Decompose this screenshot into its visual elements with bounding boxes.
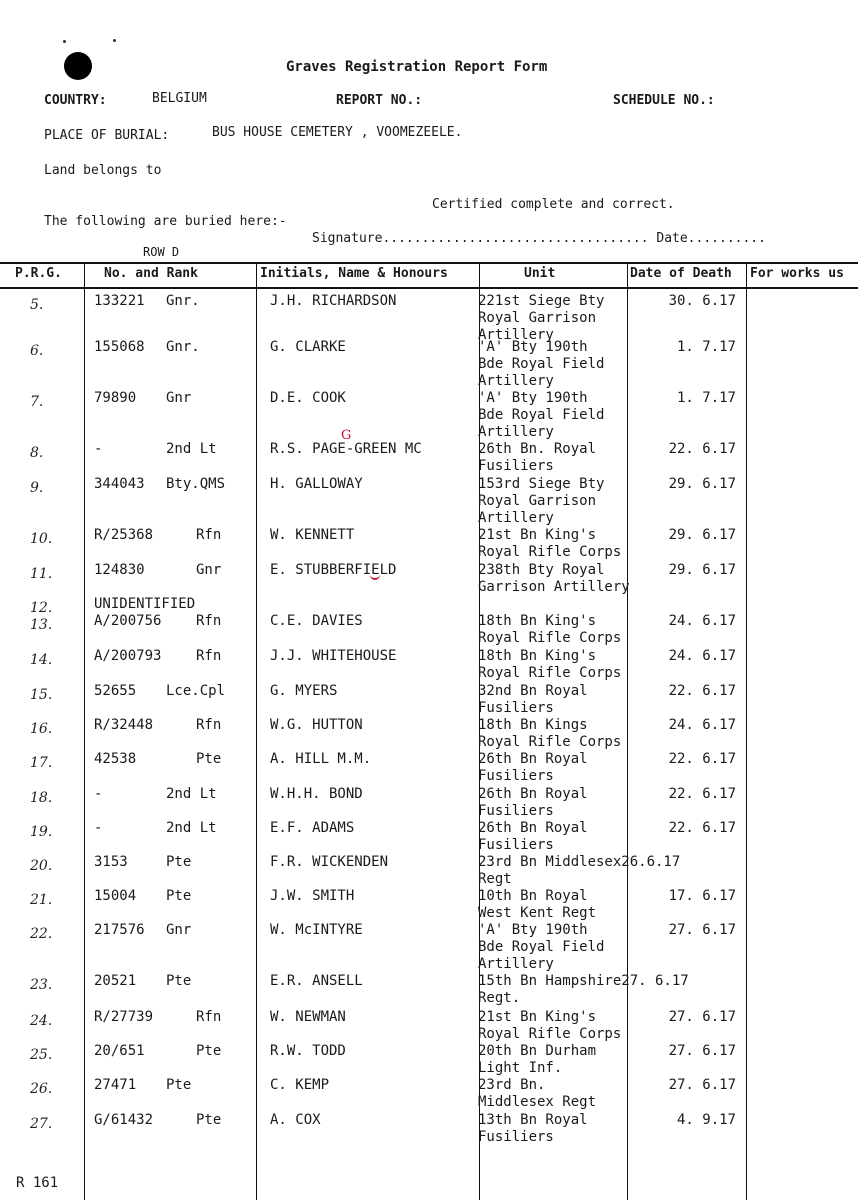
date-of-death: 1. 7.17: [676, 390, 736, 406]
header-unit: Unit: [524, 266, 556, 281]
unit-line: Royal Rifle Corps: [478, 734, 622, 750]
unit-line: 238th Bty Royal: [478, 562, 605, 578]
name-honours: F.R. WICKENDEN: [270, 854, 389, 870]
header-date: Date of Death: [630, 266, 732, 281]
unit-line: 26th Bn Royal: [478, 786, 588, 802]
unit-line: 32nd Bn Royal: [478, 683, 588, 699]
service-number: 27471: [94, 1077, 137, 1093]
unit-line: Royal Garrison: [478, 493, 597, 509]
name-honours: E.R. ANSELL: [270, 973, 363, 989]
table-top-rule: [0, 262, 858, 264]
name-honours: E.F. ADAMS: [270, 820, 355, 836]
prg-number: 14.: [30, 652, 53, 668]
header-works: For works us: [750, 266, 844, 281]
unit-line: 'A' Bty 190th: [478, 922, 588, 938]
date-of-death: 24. 6.17: [668, 717, 736, 733]
name-honours: J.J. WHITEHOUSE: [270, 648, 397, 664]
unit-line: 221st Siege Bty: [478, 293, 605, 309]
service-number: 3153: [94, 854, 128, 870]
unit-line: Fusiliers: [478, 803, 554, 819]
unit-line: 23rd Bn.: [478, 1077, 546, 1093]
prg-number: 5.: [30, 297, 44, 313]
unit-line: Regt.: [478, 990, 521, 1006]
unit-line: Bde Royal Field: [478, 407, 605, 423]
prg-number: 11.: [30, 566, 53, 582]
prg-number: 6.: [30, 343, 44, 359]
place-value: BUS HOUSE CEMETERY , VOOMEZEELE.: [212, 125, 463, 140]
name-honours: W. NEWMAN: [270, 1009, 346, 1025]
ink-speck: [113, 39, 116, 42]
unit-line: 15th Bn Hampshire27. 6.17: [478, 973, 689, 989]
rank: Rfn: [196, 1009, 222, 1025]
header-no-rank: No. and Rank: [104, 266, 198, 281]
date-of-death: 1. 7.17: [676, 339, 736, 355]
country-label: COUNTRY:: [44, 93, 107, 108]
prg-number: 18.: [30, 790, 53, 806]
date-of-death: 27. 6.17: [668, 922, 736, 938]
prg-number: 25.: [30, 1047, 53, 1063]
rank: Pte: [166, 888, 192, 904]
name-honours: R.W. TODD: [270, 1043, 346, 1059]
rank: Pte: [196, 1043, 222, 1059]
name-honours: H. GALLOWAY: [270, 476, 363, 492]
unit-line: 18th Bn King's: [478, 648, 597, 664]
service-number: G/61432: [94, 1112, 154, 1128]
service-number: 15004: [94, 888, 137, 904]
column-divider: [84, 263, 85, 1200]
ink-speck: [63, 40, 66, 43]
prg-number: 10.: [30, 531, 53, 547]
date-of-death: 29. 6.17: [668, 562, 736, 578]
unit-line: 26th Bn. Royal: [478, 441, 597, 457]
service-number: -: [94, 820, 103, 836]
date-of-death: 29. 6.17: [668, 476, 736, 492]
unit-line: 26th Bn Royal: [478, 820, 588, 836]
service-number: -: [94, 441, 103, 457]
service-number: 124830: [94, 562, 145, 578]
service-number: A/200793: [94, 648, 162, 664]
unit-line: Artillery: [478, 956, 554, 972]
unit-line: Bde Royal Field: [478, 356, 605, 372]
header-name: Initials, Name & Honours: [260, 266, 448, 281]
form-title: Graves Registration Report Form: [286, 59, 548, 75]
prg-number: 16.: [30, 721, 53, 737]
name-honours: G. CLARKE: [270, 339, 346, 355]
land-label: Land belongs to: [44, 163, 162, 178]
form-code: R 161: [16, 1175, 59, 1191]
unit-line: 'A' Bty 190th: [478, 339, 588, 355]
service-number: 52655: [94, 683, 137, 699]
unit-line: Fusiliers: [478, 700, 554, 716]
schedule-label: SCHEDULE NO.:: [613, 93, 715, 108]
name-honours: A. HILL M.M.: [270, 751, 372, 767]
prg-number: 27.: [30, 1116, 53, 1132]
unit-line: 21st Bn King's: [478, 527, 597, 543]
table-header-rule: [0, 287, 858, 289]
date-of-death: 22. 6.17: [668, 683, 736, 699]
name-honours: W.H.H. BOND: [270, 786, 363, 802]
service-number: -: [94, 786, 103, 802]
unit-line: 26th Bn Royal: [478, 751, 588, 767]
buried-here-text: The following are buried here:-: [44, 214, 287, 229]
unit-line: Garrison Artillery: [478, 579, 630, 595]
service-number: 133221: [94, 293, 145, 309]
date-of-death: 22. 6.17: [668, 820, 736, 836]
unit-line: Royal Rifle Corps: [478, 665, 622, 681]
column-divider: [746, 263, 747, 1200]
name-honours: A. COX: [270, 1112, 321, 1128]
name-honours: W.G. HUTTON: [270, 717, 363, 733]
name-honours: R.S. PAGE-GREEN MC: [270, 441, 422, 457]
name-honours: E. STUBBERFIELD: [270, 562, 397, 578]
unit-line: Fusiliers: [478, 768, 554, 784]
prg-number: 15.: [30, 687, 53, 703]
signature-line: Signature.................................. Date..........: [312, 231, 766, 246]
prg-number: 13.: [30, 617, 53, 633]
service-number: R/32448: [94, 717, 154, 733]
date-of-death: 22. 6.17: [668, 786, 736, 802]
unit-line: Bde Royal Field: [478, 939, 605, 955]
prg-number: 8.: [30, 445, 44, 461]
unit-line: Regt: [478, 871, 512, 887]
unit-line: Light Inf.: [478, 1060, 563, 1076]
prg-number: 20.: [30, 858, 53, 874]
service-number: 20521: [94, 973, 137, 989]
rank: Gnr: [196, 562, 222, 578]
column-divider: [627, 263, 628, 1200]
date-of-death: 24. 6.17: [668, 613, 736, 629]
date-of-death: 27. 6.17: [668, 1009, 736, 1025]
service-number: A/200756: [94, 613, 162, 629]
unit-line: Artillery: [478, 510, 554, 526]
rank: Gnr.: [166, 339, 200, 355]
rank: Rfn: [196, 527, 222, 543]
prg-number: 9.: [30, 480, 44, 496]
rank: 2nd Lt: [166, 820, 217, 836]
column-divider: [256, 263, 257, 1200]
rank: Bty.QMS: [166, 476, 226, 492]
name-honours: C.E. DAVIES: [270, 613, 363, 629]
unit-line: Royal Rifle Corps: [478, 630, 622, 646]
unit-line: 21st Bn King's: [478, 1009, 597, 1025]
unit-line: West Kent Regt: [478, 905, 597, 921]
prg-number: 23.: [30, 977, 53, 993]
service-number: R/25368: [94, 527, 154, 543]
row-label: ROW D: [143, 245, 180, 259]
unit-line: Artillery: [478, 424, 554, 440]
unit-line: Artillery: [478, 373, 554, 389]
unit-line: 18th Bn King's: [478, 613, 597, 629]
unit-line: Royal Rifle Corps: [478, 1026, 622, 1042]
rank: Gnr: [166, 390, 192, 406]
rank: Rfn: [196, 717, 222, 733]
service-number: R/27739: [94, 1009, 154, 1025]
unit-line: Royal Rifle Corps: [478, 544, 622, 560]
report-label: REPORT NO.:: [336, 93, 423, 108]
name-honours: W. KENNETT: [270, 527, 355, 543]
unit-line: 'A' Bty 190th: [478, 390, 588, 406]
unit-line: Artillery: [478, 327, 554, 343]
rank: Pte: [196, 1112, 222, 1128]
rank: Pte: [196, 751, 222, 767]
unit-line: Royal Garrison: [478, 310, 597, 326]
date-of-death: 22. 6.17: [668, 751, 736, 767]
date-of-death: 30. 6.17: [668, 293, 736, 309]
date-of-death: 17. 6.17: [668, 888, 736, 904]
service-number: 217576: [94, 922, 145, 938]
prg-number: 22.: [30, 926, 53, 942]
rank: Rfn: [196, 648, 222, 664]
prg-number: 12.: [30, 600, 53, 616]
name-honours: D.E. COOK: [270, 390, 346, 406]
unit-line: Fusiliers: [478, 458, 554, 474]
rank: 2nd Lt: [166, 786, 217, 802]
name-honours: W. McINTYRE: [270, 922, 363, 938]
unit-line: 13th Bn Royal: [478, 1112, 588, 1128]
prg-number: 26.: [30, 1081, 53, 1097]
rank: Pte: [166, 1077, 192, 1093]
unit-line: Fusiliers: [478, 837, 554, 853]
name-honours: J.H. RICHARDSON: [270, 293, 397, 309]
date-of-death: 4. 9.17: [676, 1112, 736, 1128]
unit-line: Middlesex Regt: [478, 1094, 597, 1110]
name-honours: J.W. SMITH: [270, 888, 355, 904]
date-of-death: 29. 6.17: [668, 527, 736, 543]
prg-number: 24.: [30, 1013, 53, 1029]
unit-line: 20th Bn Durham: [478, 1043, 597, 1059]
name-honours: C. KEMP: [270, 1077, 330, 1093]
prg-number: 7.: [30, 394, 44, 410]
date-of-death: 24. 6.17: [668, 648, 736, 664]
rank: Gnr: [166, 922, 192, 938]
red-correction-letter: G: [341, 428, 352, 443]
rank: Pte: [166, 854, 192, 870]
unit-line: 18th Bn Kings: [478, 717, 588, 733]
unit-line: 10th Bn Royal: [478, 888, 588, 904]
service-number: UNIDENTIFIED: [94, 596, 196, 612]
place-label: PLACE OF BURIAL:: [44, 128, 170, 143]
unit-line: Fusiliers: [478, 1129, 554, 1145]
service-number: 155068: [94, 339, 145, 355]
date-of-death: 22. 6.17: [668, 441, 736, 457]
name-honours: G. MYERS: [270, 683, 338, 699]
unit-line: 23rd Bn Middlesex26.6.17: [478, 854, 681, 870]
service-number: 79890: [94, 390, 137, 406]
rank: Gnr.: [166, 293, 200, 309]
certified-text: Certified complete and correct.: [432, 197, 675, 212]
service-number: 344043: [94, 476, 145, 492]
rank: Lce.Cpl: [166, 683, 226, 699]
prg-number: 21.: [30, 892, 53, 908]
rank: 2nd Lt: [166, 441, 217, 457]
date-of-death: 27. 6.17: [668, 1077, 736, 1093]
punch-hole: [64, 52, 92, 80]
unit-line: 153rd Siege Bty: [478, 476, 605, 492]
prg-number: 19.: [30, 824, 53, 840]
service-number: 42538: [94, 751, 137, 767]
country-value: BELGIUM: [152, 91, 207, 106]
header-prg: P.R.G.: [15, 266, 62, 281]
rank: Rfn: [196, 613, 222, 629]
service-number: 20/651: [94, 1043, 145, 1059]
prg-number: 17.: [30, 755, 53, 771]
date-of-death: 27. 6.17: [668, 1043, 736, 1059]
rank: Pte: [166, 973, 192, 989]
